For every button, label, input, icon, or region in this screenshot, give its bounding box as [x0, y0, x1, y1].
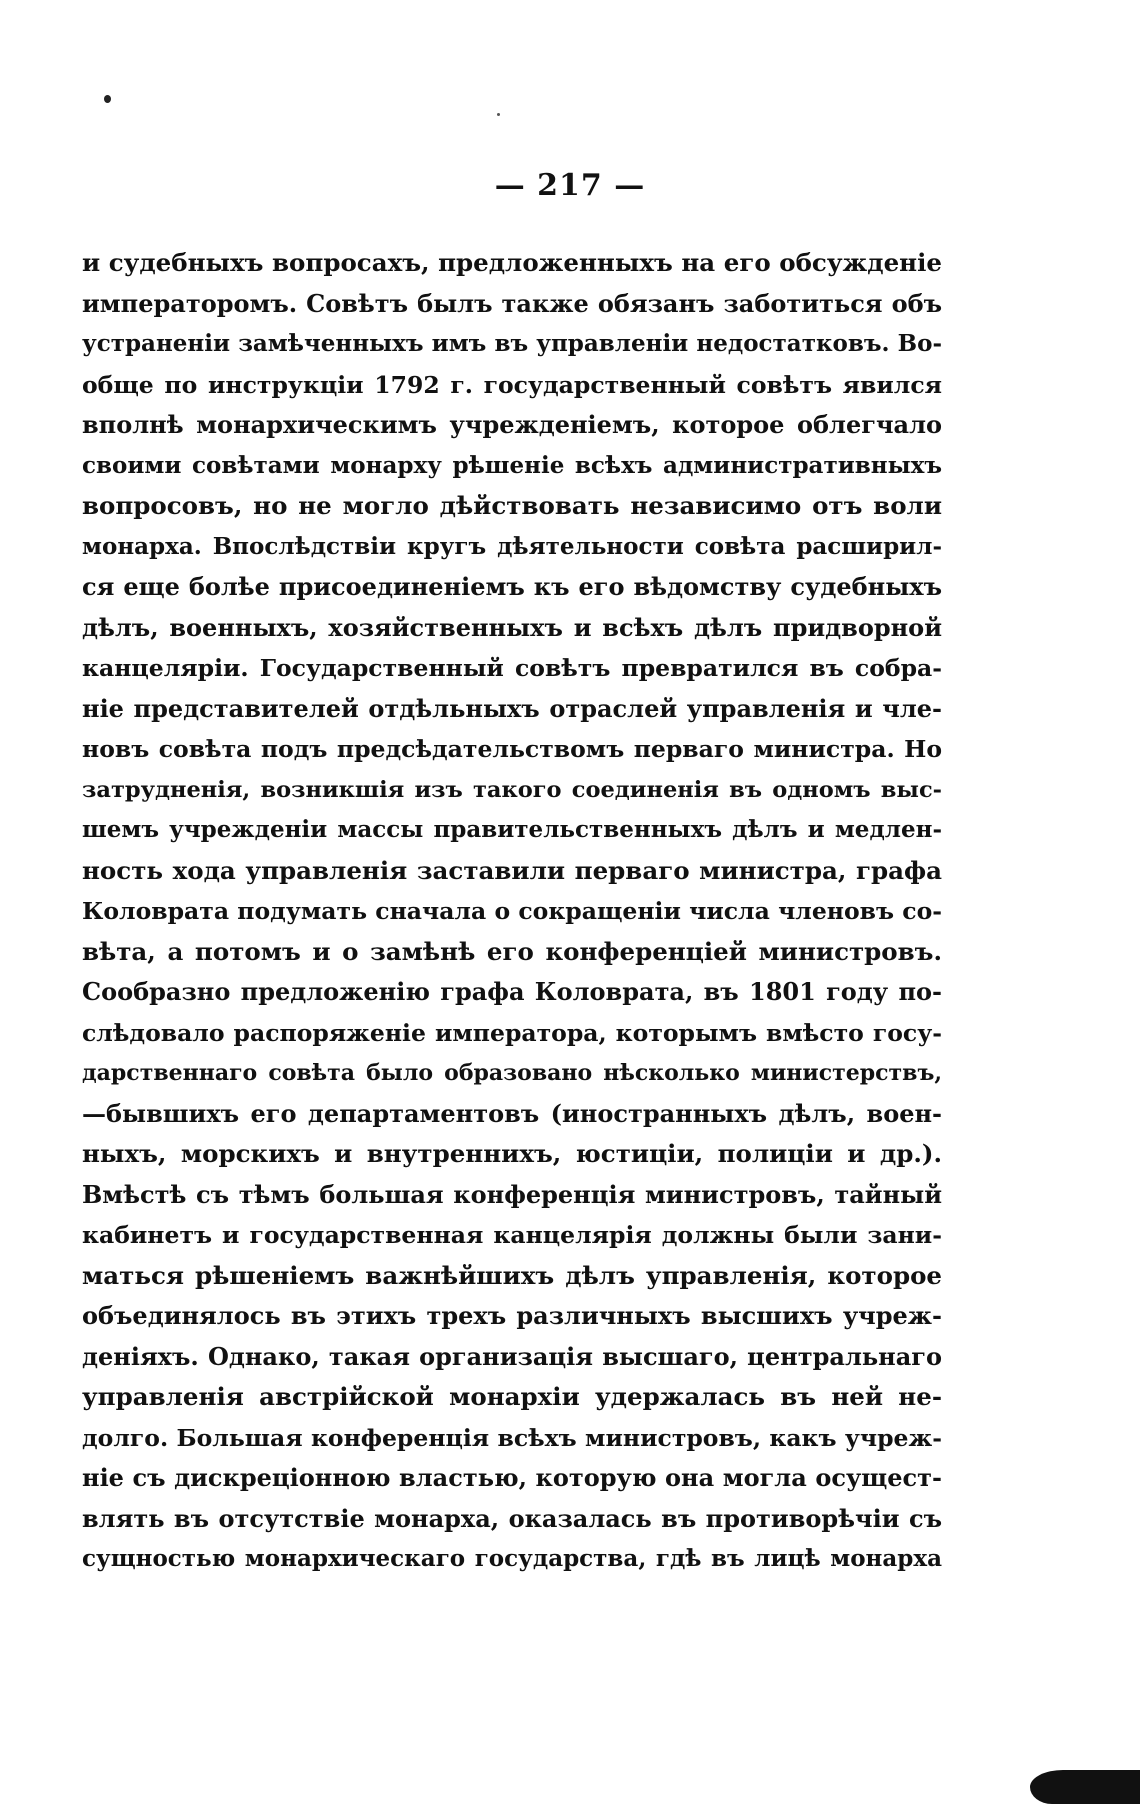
text-line: своими совѣтами монарху рѣшеніе всѣхъ административныхъ: [82, 451, 942, 479]
text-line: ность хода управленія заставили перваго министра, графа: [82, 855, 942, 885]
ink-blot: [1030, 1770, 1140, 1804]
text-line: шемъ учрежденіи массы правительственныхъ дѣлъ и медлен-: [82, 816, 942, 843]
text-line: деніяхъ. Однако, такая организація высшаго, центральнаго: [82, 1341, 942, 1371]
text-line: обще по инструкціи 1792 г. государственный совѣтъ явился: [82, 370, 942, 399]
text-line: маться рѣшеніемъ важнѣйшихъ дѣлъ управленія, которое: [82, 1260, 942, 1290]
text-line: императоромъ. Совѣтъ былъ также обязанъ заботиться объ: [82, 288, 942, 318]
text-line: ныхъ, морскихъ и внутреннихъ, юстиціи, полиціи и др.).: [82, 1139, 942, 1168]
text-line: объединялось въ этихъ трехъ различныхъ высшихъ учреж-: [82, 1301, 942, 1330]
body-text: [82, 243, 942, 1580]
text-line: Вмѣстѣ съ тѣмъ большая конференція министровъ, тайный: [82, 1179, 942, 1209]
text-line: и судебныхъ вопросахъ, предложенныхъ на его обсужденіе: [82, 248, 942, 277]
text-line: вполнѣ монархическимъ учрежденіемъ, которое облегчало: [82, 410, 942, 439]
text-line: влять въ отсутствіе монарха, оказалась въ противорѣчіи съ: [82, 1503, 942, 1533]
text-line: Сообразно предложенію графа Коловрата, въ 1801 году по-: [82, 977, 942, 1006]
page-number: — 217 —: [494, 168, 646, 203]
text-line: —бывшихъ его департаментовъ (иностранныхъ дѣлъ, воен-: [82, 1098, 942, 1128]
text-line: ся еще болѣе присоединеніемъ къ его вѣдомству судебныхъ: [82, 572, 942, 601]
ink-speck: [104, 95, 111, 103]
text-line: кабинетъ и государственная канцелярія должны были зани-: [82, 1221, 942, 1249]
text-line: затрудненія, возникшія изъ такого соединенія въ одномъ выс-: [82, 776, 942, 803]
text-line: дарственнаго совѣта было образовано нѣсколько министерствъ,: [82, 1060, 942, 1086]
text-line: управленія австрійской монархіи удержалась въ ней не-: [82, 1382, 942, 1411]
ink-dot: [497, 113, 500, 116]
text-line: дѣлъ, военныхъ, хозяйственныхъ и всѣхъ дѣлъ придворной: [82, 612, 942, 642]
text-line: канцеляріи. Государственный совѣтъ превратился въ собра-: [82, 654, 942, 682]
text-line: устраненіи замѣченныхъ имъ въ управленіи недостатковъ. Во-: [82, 330, 942, 357]
text-line: долго. Большая конференція всѣхъ министровъ, какъ учреж-: [82, 1423, 942, 1452]
text-line: слѣдовало распоряженіе императора, которымъ вмѣсто госу-: [82, 1018, 942, 1047]
text-line: монарха. Впослѣдствіи кругъ дѣятельности совѣта расширил-: [82, 532, 942, 560]
text-line: ніе съ дискреціонною властью, которую она могла осущест-: [82, 1463, 942, 1492]
text-line: ніе представителей отдѣльныхъ отраслей управленія и чле-: [82, 693, 942, 723]
text-line: новъ совѣта подъ предсѣдательствомъ перваго министра. Но: [82, 735, 942, 763]
text-line: вопросовъ, но не могло дѣйствовать независимо отъ воли: [82, 491, 942, 520]
text-line: вѣта, а потомъ и о замѣнѣ его конференціей министровъ.: [82, 936, 942, 966]
text-line: сущностью монархическаго государства, гдѣ въ лицѣ монарха: [82, 1545, 942, 1572]
text-line: Коловрата подумать сначала о сокращеніи числа членовъ со-: [82, 897, 942, 925]
